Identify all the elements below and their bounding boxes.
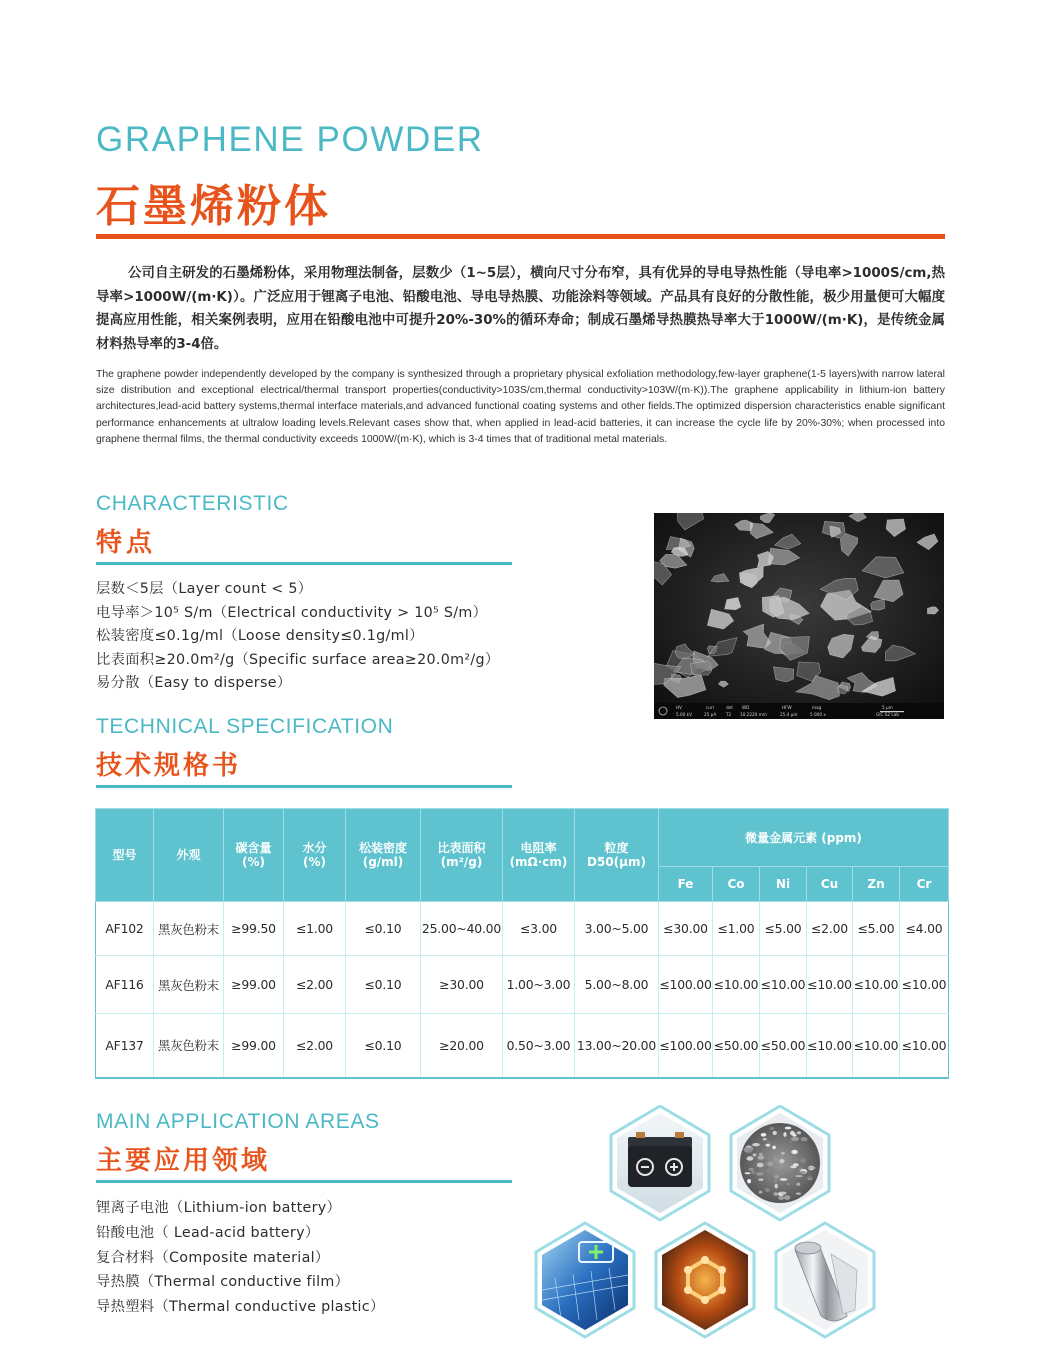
section-divider — [96, 785, 512, 788]
sem-value: T2 — [726, 712, 732, 717]
section-divider — [96, 1180, 512, 1183]
list-item: 层数＜5层（Layer count < 5） — [96, 581, 313, 597]
granule — [773, 1164, 781, 1169]
col-header-density: 松装密度 (g/ml) — [346, 809, 421, 902]
sem-scale-bar — [880, 711, 904, 712]
table-cell: 13.00~20.00 — [575, 1014, 659, 1078]
col-header-particle: 粒度 D50(μm) — [575, 809, 659, 902]
table-cell: 3.00~5.00 — [575, 902, 659, 956]
table-cell: ≤10.00 — [807, 1014, 853, 1078]
list-item: 比表面积≥20.0m²/g（Specific surface area≥20.0m²/g） — [96, 651, 500, 668]
granule — [801, 1158, 806, 1163]
granule — [766, 1144, 771, 1146]
granule — [796, 1183, 800, 1186]
table-cell: ≤5.00 — [853, 902, 900, 956]
table-cell: ≤0.10 — [346, 902, 421, 956]
section-title-applications-en: MAIN APPLICATION AREAS — [96, 1110, 380, 1133]
sem-label: mag — [812, 705, 822, 710]
application-list — [96, 1196, 385, 1320]
granule — [784, 1195, 791, 1200]
granule — [792, 1134, 796, 1136]
table-cell: 黑灰色粉末 — [154, 1014, 224, 1078]
granule — [764, 1166, 768, 1170]
granule — [791, 1137, 799, 1141]
col-header-co: Co — [713, 867, 760, 902]
graphene-flake — [691, 661, 712, 675]
table-cell: ≤1.00 — [713, 902, 760, 956]
granule — [770, 1127, 775, 1130]
sem-value: 25.4 μm — [780, 712, 798, 717]
sem-scale-label: 5 μm — [882, 705, 893, 710]
table-cell: ≤50.00 — [760, 1014, 807, 1078]
granule — [759, 1191, 763, 1194]
sem-value: 10.2220 mm — [740, 712, 767, 717]
granule — [783, 1132, 786, 1137]
sem-label: det — [726, 705, 733, 710]
table-cell: AF102 — [96, 902, 154, 956]
table-cell: ≤2.00 — [284, 956, 346, 1014]
table-cell: ≥99.00 — [224, 1014, 284, 1078]
graphene-flake — [725, 598, 741, 610]
granule — [751, 1171, 755, 1174]
granule — [772, 1146, 776, 1150]
granule — [753, 1153, 757, 1156]
granule — [763, 1138, 767, 1140]
table-cell: ≥20.00 — [421, 1014, 503, 1078]
granule — [747, 1179, 751, 1183]
table-cell: 1.00~3.00 — [503, 956, 575, 1014]
molecule-icon — [656, 1223, 754, 1337]
col-header-cr: Cr — [900, 867, 949, 902]
list-item: 导热膜（Thermal conductive film） — [96, 1274, 350, 1291]
col-header-fe: Fe — [659, 867, 713, 902]
granule — [781, 1152, 785, 1155]
granule — [756, 1172, 764, 1175]
table-cell: ≤10.00 — [713, 956, 760, 1014]
solar-panel-icon — [536, 1223, 634, 1337]
table-cell: ≤10.00 — [853, 1014, 900, 1078]
list-item: 铅酸电池（ Lead-acid battery） — [96, 1224, 320, 1241]
title-divider — [96, 234, 945, 239]
granules-icon — [731, 1106, 829, 1220]
granule — [747, 1156, 754, 1160]
granule — [808, 1166, 816, 1169]
col-header-zn: Zn — [853, 867, 900, 902]
list-item: 复合材料（Composite material） — [96, 1249, 330, 1266]
granule — [787, 1183, 790, 1185]
table-cell: ≤30.00 — [659, 902, 713, 956]
list-item: 电导率＞10⁵ S/m（Electrical conductivity > 10⁵ S/m） — [96, 604, 488, 621]
granule — [793, 1150, 797, 1153]
granule — [745, 1172, 751, 1174]
granule — [749, 1168, 754, 1171]
section-title-spec-en: TECHNICAL SPECIFICATION — [96, 715, 394, 738]
list-item: 锂离子电池（Lithium-ion battery） — [96, 1200, 342, 1216]
list-item: 易分散（Easy to disperse） — [96, 675, 292, 692]
granule — [795, 1175, 802, 1177]
granule — [778, 1196, 784, 1200]
table-cell: AF137 — [96, 1014, 154, 1078]
table-cell: ≤10.00 — [900, 956, 949, 1014]
granule — [788, 1141, 794, 1143]
granule — [808, 1175, 813, 1178]
granule — [773, 1192, 778, 1196]
granule — [758, 1156, 765, 1160]
table-cell: ≤2.00 — [807, 902, 853, 956]
table-cell: ≤4.00 — [900, 902, 949, 956]
table-cell: 25.00~40.00 — [421, 902, 503, 956]
col-header-carbon: 碳含量 (%) — [224, 809, 284, 902]
granule — [785, 1127, 792, 1130]
granule — [759, 1153, 763, 1156]
granule — [752, 1143, 760, 1146]
sem-label: HV — [676, 705, 683, 710]
table-cell: ≤5.00 — [760, 902, 807, 956]
page-title-en: GRAPHENE POWDER — [96, 120, 484, 159]
table-cell: ≤3.00 — [503, 902, 575, 956]
col-header-resistivity: 电阻率 (mΩ·cm) — [503, 809, 575, 902]
granule — [767, 1162, 773, 1166]
table-cell: ≤10.00 — [807, 956, 853, 1014]
sem-value: 5.00 kV — [676, 712, 692, 717]
table-cell: ≥99.50 — [224, 902, 284, 956]
sem-value: 5 000 x — [810, 712, 826, 717]
granule — [779, 1159, 784, 1163]
sem-label: WD — [742, 705, 750, 710]
table-cell: ≤10.00 — [760, 956, 807, 1014]
sem-label: curr — [706, 705, 715, 710]
granule — [796, 1193, 802, 1195]
table-cell: ≤1.00 — [284, 902, 346, 956]
granule — [775, 1184, 778, 1189]
table-cell: ≤50.00 — [713, 1014, 760, 1078]
granule — [763, 1160, 767, 1162]
col-header-model: 型号 — [96, 809, 154, 902]
list-item: 导热塑料（Thermal conductive plastic） — [96, 1299, 385, 1316]
sem-value: 25 pA — [704, 712, 717, 717]
col-header-appearance: 外观 — [154, 809, 224, 902]
table-cell: ≤2.00 — [284, 1014, 346, 1078]
granule — [780, 1178, 788, 1180]
granule — [758, 1179, 763, 1181]
page-title-zh: 石墨烯粉体 — [96, 181, 331, 232]
section-title-spec-zh: 技术规格书 — [96, 751, 242, 781]
table-cell: 0.50~3.00 — [503, 1014, 575, 1078]
granule — [744, 1147, 750, 1152]
col-header-moisture: 水分 (%) — [284, 809, 346, 902]
granule — [787, 1168, 794, 1170]
granule — [765, 1188, 770, 1192]
graphene-flake — [773, 667, 793, 682]
granule — [773, 1157, 779, 1162]
sem-micrograph-image — [654, 513, 944, 719]
intro-paragraph-zh: 公司自主研发的石墨烯粉体，采用物理法制备，层数少（1~5层），横向尺寸分布窄，具有优异的导电导热性能（导电率>1000S/cm,热导率>1000W/(m·K)）。广泛应用于锂离子电池、铅酸电池、导电导热膜、功能涂料等领域。产品具有良好的分散性能，极少用量便可大幅度提高应用性能，相关案例表明，应用在铅酸电池中可提升20%-30%的循环寿命；制成石墨烯导热膜热导率大于1000W/(m·K)，是传统金属材料热导率的3-4倍。 — [96, 266, 945, 352]
granule — [773, 1131, 777, 1135]
section-title-applications-zh: 主要应用领域 — [96, 1146, 271, 1176]
col-header-ni: Ni — [760, 867, 807, 902]
characteristic-list — [96, 578, 499, 696]
granule — [761, 1133, 767, 1137]
granule — [797, 1131, 801, 1134]
col-header-surface: 比表面积 (m²/g) — [421, 809, 503, 902]
col-header-cu: Cu — [807, 867, 853, 902]
table-cell: ≤0.10 — [346, 1014, 421, 1078]
granule — [799, 1171, 807, 1173]
table-row — [96, 902, 949, 956]
granule — [780, 1192, 786, 1195]
table-cell: 5.00~8.00 — [575, 956, 659, 1014]
table-row — [96, 956, 949, 1014]
table-cell: 黑灰色粉末 — [154, 902, 224, 956]
sem-label: HFW — [782, 705, 792, 710]
table-cell: AF116 — [96, 956, 154, 1014]
section-divider — [96, 562, 512, 565]
col-header-trace-metals: 微量金属元素 (ppm) — [659, 809, 949, 867]
section-title-characteristic-en: CHARACTERISTIC — [96, 492, 289, 515]
application-hexagon-collage — [525, 1105, 890, 1340]
granule — [774, 1179, 777, 1183]
table-cell: ≤100.00 — [659, 956, 713, 1014]
granule — [757, 1163, 764, 1168]
metal-foil-icon — [776, 1223, 874, 1337]
granule — [774, 1175, 779, 1179]
section-title-characteristic-zh: 特点 — [96, 528, 157, 558]
table-cell: 黑灰色粉末 — [154, 956, 224, 1014]
intro-paragraph-en: The graphene powder independently developed by the company is synthesized through a proprietary physical exfoliation methodology,few-layer graphene(1-5 layers)with narrow lateral size distribution and exceptional electrical/thermal transport properties(conductivity>103S/cm,thermal conductivity>103W/(m·K)).The graphene applicability in lithium-ion battery architectures,lead-acid battery systems,thermal interface materials,and advanced functional coating systems and other fields.The optimized dispersion characteristics enable significant performance enhancements at ultralow loading levels.Relevant cases show that, when applied in lead-acid batteries, it can increase the cycle life by 20%-30%; when processed into graphene thermal films, the thermal conductivity exceeds 1000W/(m·K), which is 3-4 times that of traditional metal materials. — [96, 369, 945, 445]
table-row — [96, 1014, 949, 1078]
spec-table — [95, 808, 949, 1079]
table-cell: ≤100.00 — [659, 1014, 713, 1078]
list-item: 松装密度≤0.1g/ml（Loose density≤0.1g/ml） — [96, 628, 424, 645]
sem-lab-label: GIC S2 Lab — [876, 712, 899, 717]
table-cell: ≤10.00 — [900, 1014, 949, 1078]
battery-icon — [611, 1106, 709, 1220]
table-cell: ≥99.00 — [224, 956, 284, 1014]
table-cell: ≤10.00 — [853, 956, 900, 1014]
table-cell: ≥30.00 — [421, 956, 503, 1014]
table-cell: ≤0.10 — [346, 956, 421, 1014]
granule — [801, 1137, 808, 1141]
